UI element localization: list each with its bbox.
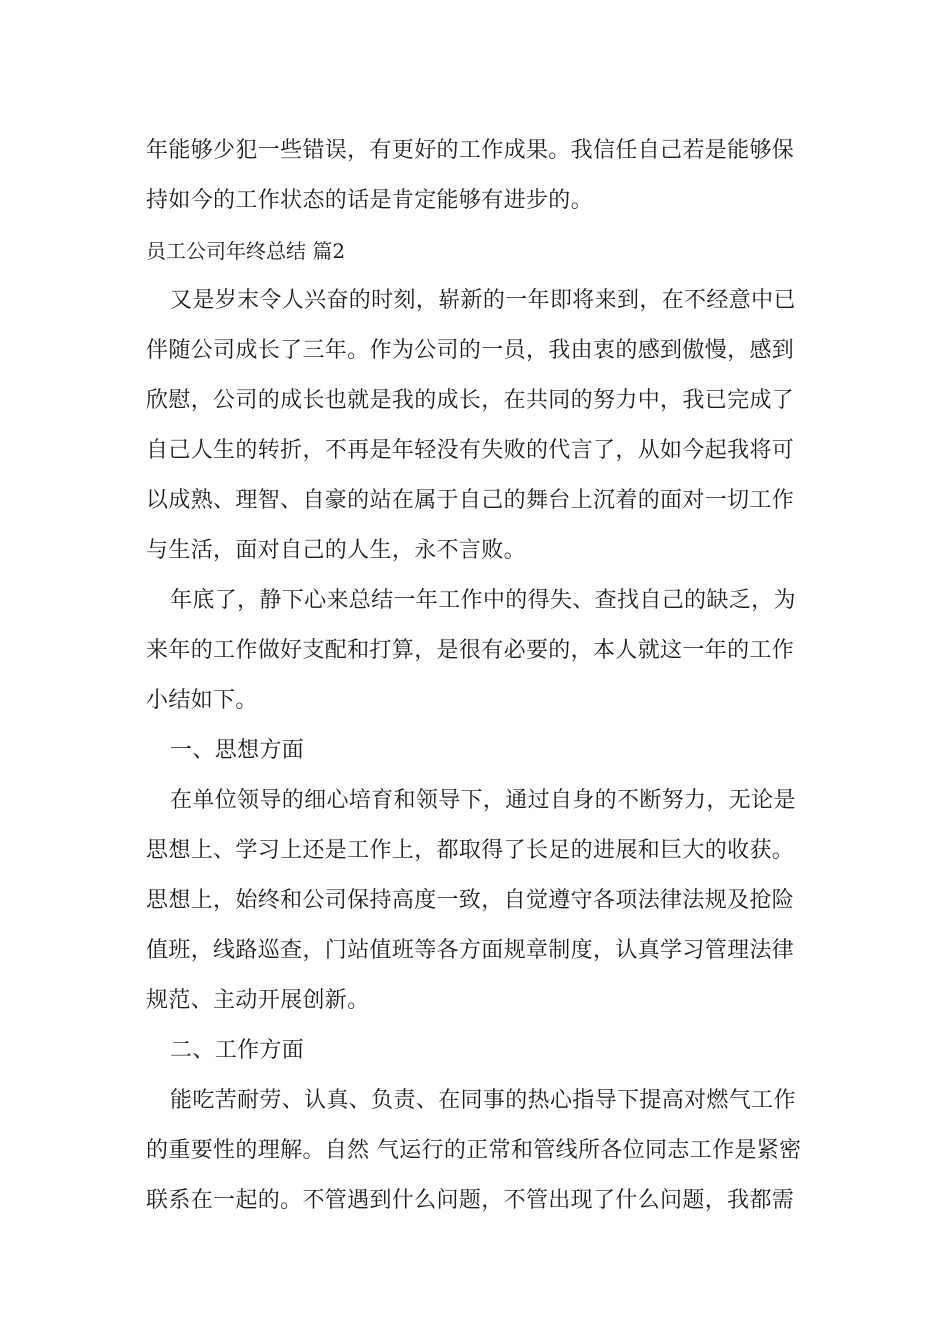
text-line: 以成熟、理智、自豪的站在属于自己的舞台上沉着的面对一切工作 — [146, 488, 795, 513]
section-title: 员工公司年终总结 篇2 — [146, 239, 346, 263]
text-line: 能吃苦耐劳、认真、负责、在同事的热心指导下提高对燃气工作 — [170, 1088, 796, 1113]
text-line: 联系在一起的。不管遇到什么问题，不管出现了什么问题，我都需 — [146, 1188, 795, 1213]
text-line: 欣慰，公司的成长也就是我的成长，在共同的努力中，我已完成了 — [146, 388, 795, 413]
subsection-heading: 一、思想方面 — [170, 738, 305, 763]
text-line: 与生活，面对自己的人生，永不言败。 — [146, 538, 526, 563]
text-line: 规范、主动开展创新。 — [146, 988, 370, 1013]
text-line: 自己人生的转折，不再是年轻没有失败的代言了，从如今起我将可 — [146, 438, 795, 463]
text-line: 的重要性的理解。自然 气运行的正常和管线所各位同志工作是紧密 — [146, 1138, 802, 1163]
text-line: 思想上、学习上还是工作上，都取得了长足的进展和巨大的收获。 — [146, 838, 795, 863]
text-line: 又是岁末令人兴奋的时刻，崭新的一年即将来到，在不经意中已 — [170, 288, 796, 313]
text-line: 年能够少犯一些错误，有更好的工作成果。我信任自己若是能够保 — [146, 138, 795, 163]
text-line: 在单位领导的细心培育和领导下，通过自身的不断努力，无论是 — [170, 788, 796, 813]
subsection-heading: 二、工作方面 — [170, 1038, 305, 1063]
text-line: 来年的工作做好支配和打算，是很有必要的，本人就这一年的工作 — [146, 638, 795, 663]
text-line: 年底了，静下心来总结一年工作中的得失、查找自己的缺乏，为 — [170, 588, 796, 613]
text-line: 伴随公司成长了三年。作为公司的一员，我由衷的感到傲慢，感到 — [146, 338, 795, 363]
text-line: 思想上，始终和公司保持高度一致，自觉遵守各项法律法规及抢险 — [146, 888, 795, 913]
text-line: 小结如下。 — [146, 688, 258, 713]
text-line: 值班，线路巡查，门站值班等各方面规章制度，认真学习管理法律 — [146, 938, 795, 963]
text-line: 持如今的工作状态的话是肯定能够有进步的。 — [146, 188, 594, 213]
